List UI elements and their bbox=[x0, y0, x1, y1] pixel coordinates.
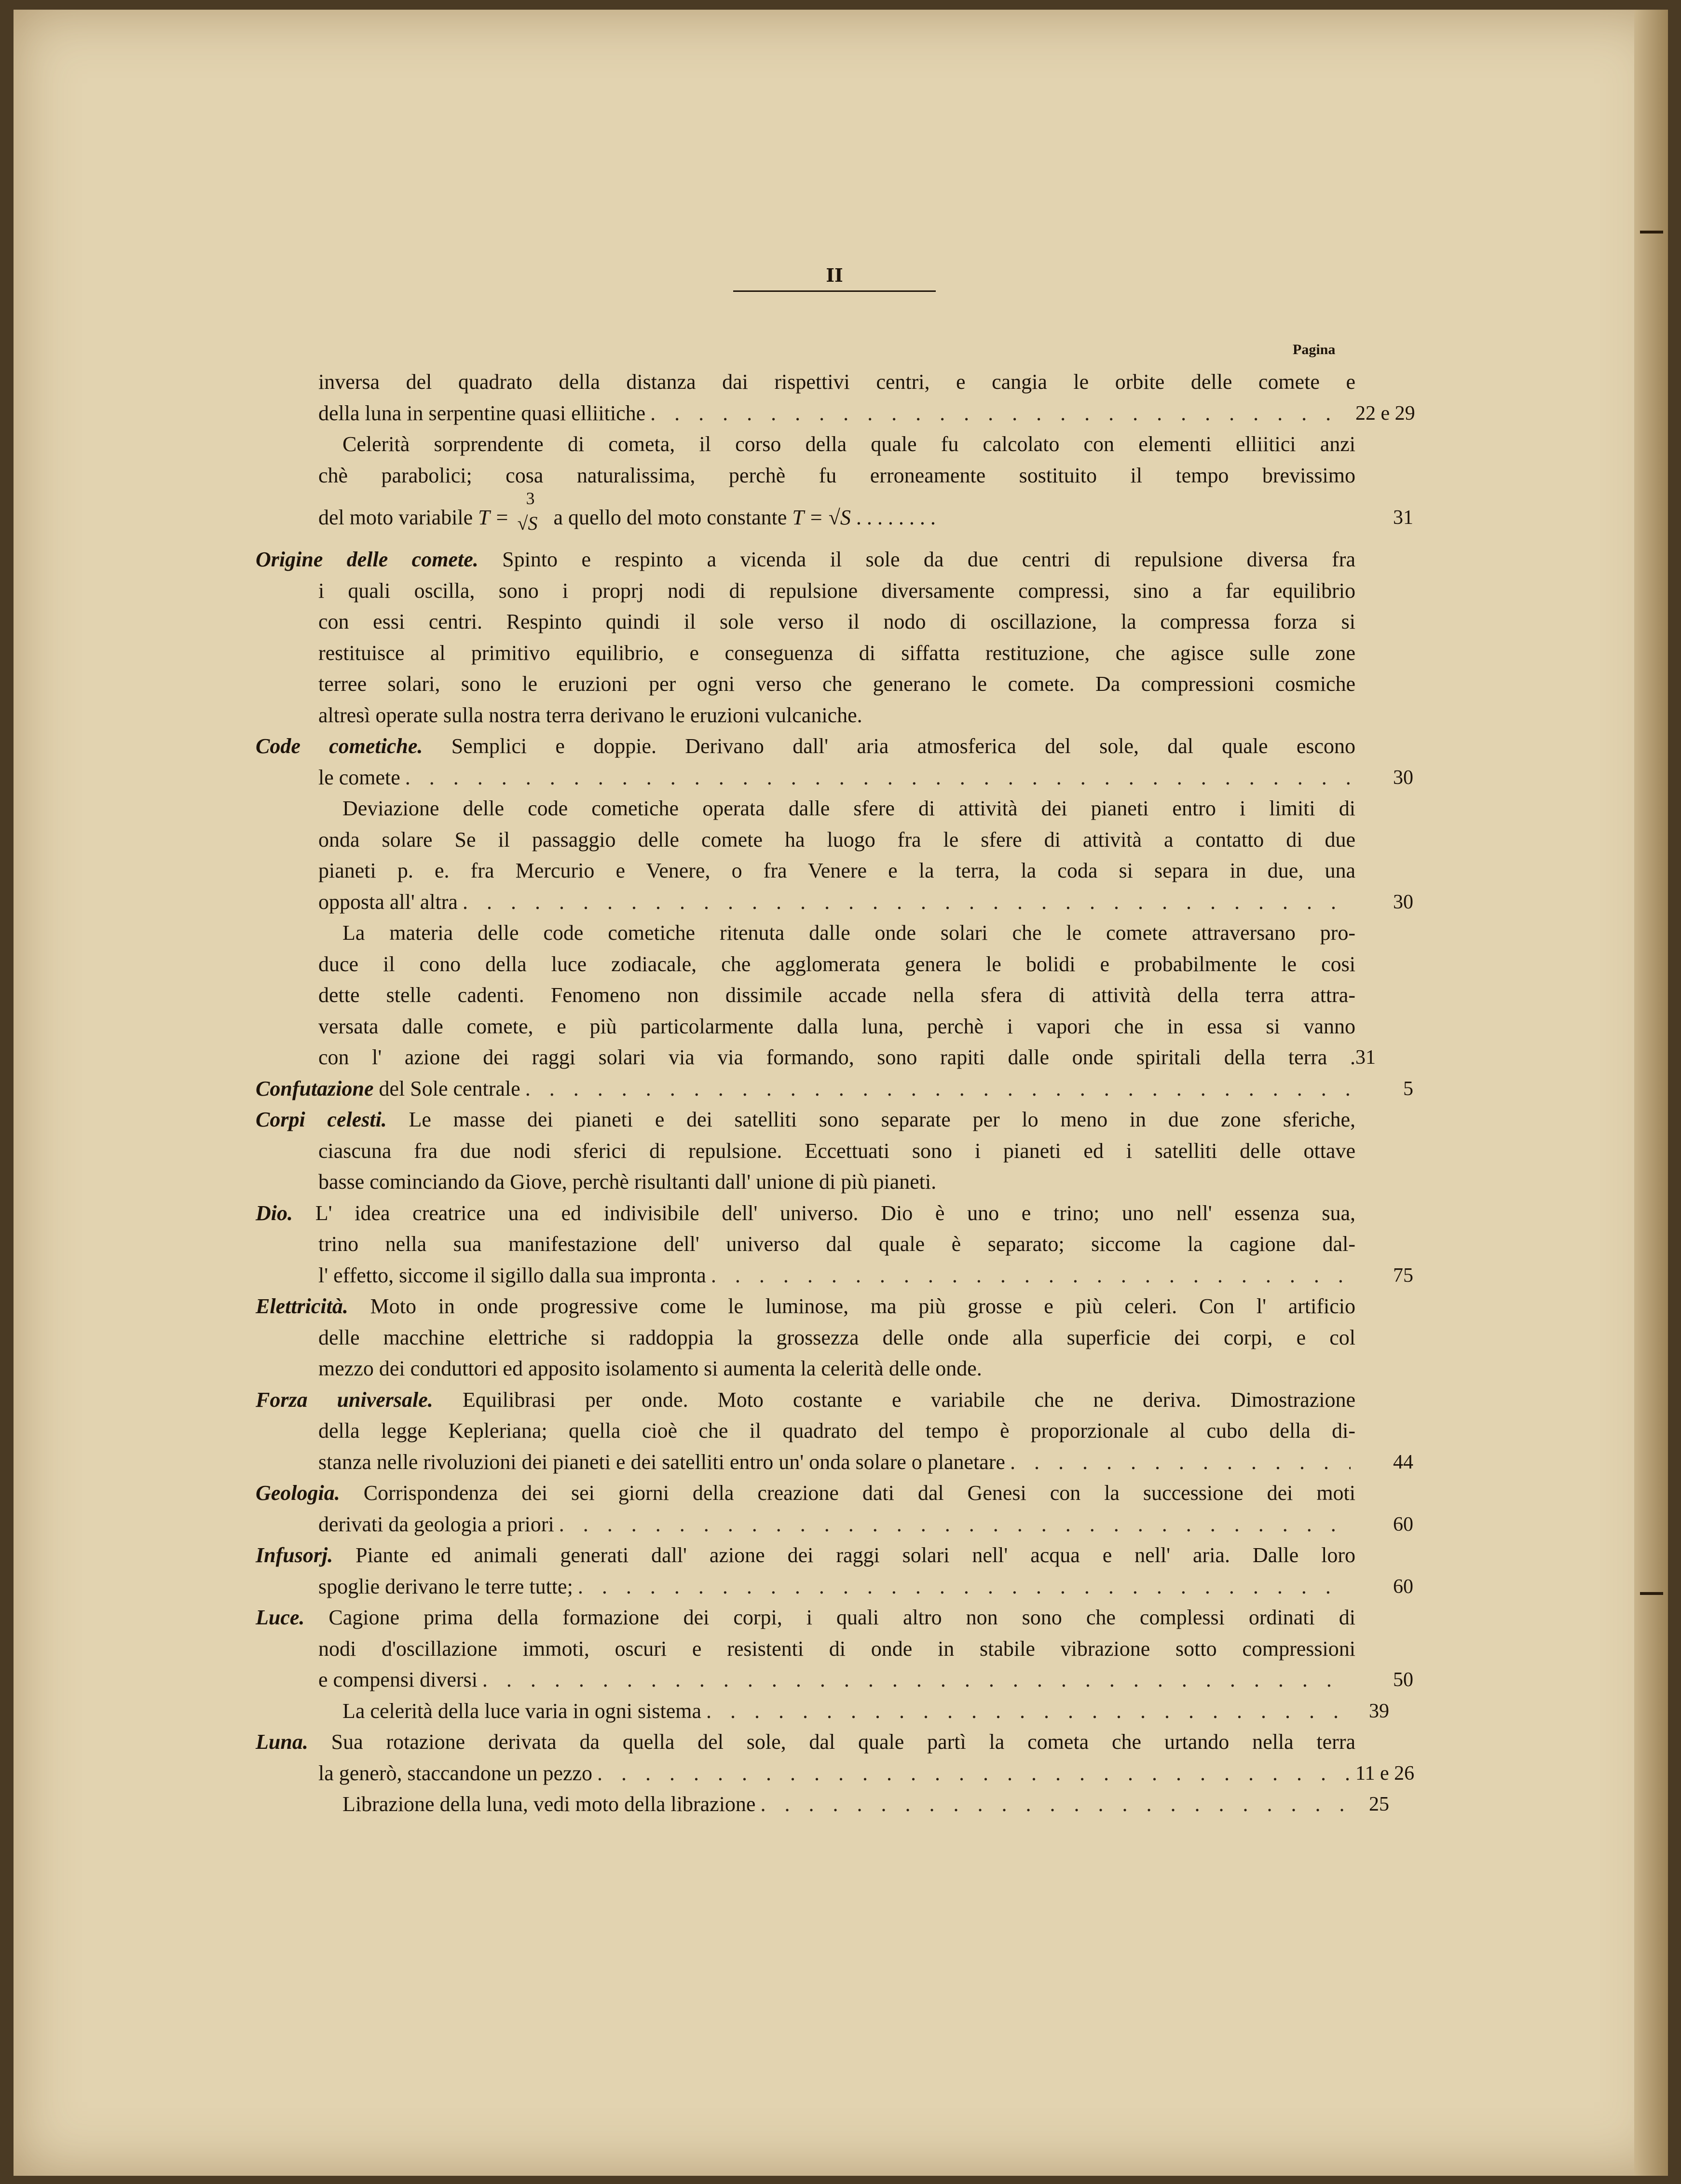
entry-text: della legge Kepleriana; quella cioè che il quadrato del tempo è proporzionale al cubo della di- bbox=[318, 1419, 1355, 1442]
binding-mark bbox=[1640, 1592, 1663, 1595]
index-entry-heading-line bbox=[256, 1602, 1355, 1634]
page-reference: 30 bbox=[1393, 891, 1413, 913]
entry-text: Corrispondenza dei sei giorni della creazione dati dal Genesi con la successione dei moti bbox=[363, 1481, 1356, 1505]
index-entry-line bbox=[318, 1167, 1355, 1198]
index-entry-heading-line bbox=[256, 1385, 1355, 1416]
entry-text: con l' azione dei raggi solari via via formando, sono rapiti dalle onde spiritali della terra . bbox=[318, 1045, 1355, 1069]
page-reference: 22 e 29 bbox=[1355, 402, 1415, 425]
index-entry-heading-line bbox=[256, 731, 1355, 762]
page-reference: 60 bbox=[1393, 1513, 1413, 1536]
index-entry-heading-line bbox=[256, 1291, 1355, 1322]
index-entry-line bbox=[318, 1322, 1355, 1354]
entry-text: onda solare Se il passaggio delle comete ha luogo fra le sfere di attività a contatto di due bbox=[318, 827, 1355, 852]
root-index: 3 bbox=[526, 488, 535, 508]
index-entry-line bbox=[318, 762, 1413, 794]
entry-text-wrap bbox=[318, 1260, 706, 1291]
entry-text: Spinto e respinto a vicenda il sole da due centri di repulsione diversa fra bbox=[502, 548, 1355, 571]
index-entry-heading-line bbox=[256, 1104, 1355, 1136]
entry-text: Piante ed animali generati dall' azione dei raggi solari nell' acqua e nell' aria. Dalle loro bbox=[355, 1543, 1355, 1567]
entry-text: Cagione prima della formazione dei corpi, i quali altro non sono che complessi ordinati di bbox=[328, 1606, 1355, 1629]
index-entry-line bbox=[318, 1260, 1413, 1291]
dot-leader bbox=[597, 1758, 1351, 1789]
index-entry-line bbox=[318, 488, 1413, 544]
formula-text: a quello del moto constante bbox=[553, 506, 787, 529]
entry-text: inversa del quadrato della distanza dai rispettivi centri, e cangia le orbite delle comete e bbox=[318, 370, 1355, 394]
index-entry-line bbox=[318, 638, 1355, 669]
page-reference: 31 bbox=[1393, 507, 1413, 529]
entry-text: terree solari, sono le eruzioni per ogni verso che generano le comete. Da compressioni cosmiche bbox=[318, 672, 1355, 696]
dot-leader bbox=[578, 1571, 1351, 1603]
index-entry-line bbox=[318, 1447, 1413, 1478]
entry-text: trino nella sua manifestazione dell' universo dal quale è separato; siccome la cagione dal- bbox=[318, 1232, 1355, 1256]
binding-mark bbox=[1640, 231, 1663, 234]
entry-text: duce il cono della luce zodiacale, che agglomerata genera le bolidi e probabilmente le cosi bbox=[318, 952, 1355, 976]
page-fold-edge bbox=[1634, 10, 1668, 2176]
formula-rhs: T = √S bbox=[792, 506, 851, 529]
entry-text: Librazione della luna, vedi moto della librazione bbox=[342, 1792, 756, 1816]
entry-text: Deviazione delle code cometiche operata dalle sfere di attività dei pianeti entro i limiti di bbox=[342, 797, 1355, 820]
entry-text-wrap bbox=[318, 1509, 554, 1540]
entry-text: La celerità della luce varia in ogni sistema bbox=[342, 1699, 702, 1723]
entry-text-wrap bbox=[318, 1664, 478, 1696]
index-entry-line bbox=[318, 576, 1355, 607]
entry-text: dette stelle cadenti. Fenomeno non dissimile accade nella sfera di attività della terra attra- bbox=[318, 983, 1355, 1007]
entry-text: con essi centri. Respinto quindi il sole verso il nodo di oscillazione, la compressa forza si bbox=[318, 610, 1355, 633]
entry-text: Celerità sorprendente di cometa, il corso della quale fu calcolato con elementi elliitici anzi bbox=[342, 432, 1355, 456]
entry-heading: Origine delle comete. bbox=[256, 548, 478, 571]
entry-text: opposta all' altra bbox=[318, 890, 458, 914]
entry-text: Sua rotazione derivata da quella del sole, dal quale partì la cometa che urtando nella terra bbox=[331, 1730, 1355, 1754]
index-entry-line bbox=[318, 1415, 1355, 1447]
entry-text: basse cominciando da Giove, perchè risultanti dall' unione di più pianeti. bbox=[318, 1170, 937, 1194]
index-entry-line bbox=[318, 1136, 1355, 1167]
entry-text-wrap bbox=[318, 762, 400, 794]
cube-root-expression bbox=[515, 488, 548, 539]
index-entry-line bbox=[318, 1634, 1355, 1665]
index-entry-line bbox=[318, 1571, 1413, 1603]
entry-text: mezzo dei conduttori ed apposito isolamento si aumenta la celerità delle onde. bbox=[318, 1357, 982, 1380]
entry-text: restituisce al primitivo equilibrio, e conseguenza di siffatta restituzione, che agisce sulle zone bbox=[318, 641, 1355, 665]
index-entry-line bbox=[318, 855, 1355, 887]
index-entry-line bbox=[318, 398, 1415, 429]
entry-text: L' idea creatrice una ed indivisibile dell' universo. Dio è uno e trino; uno nell' essenza sua, bbox=[315, 1201, 1356, 1225]
index-entry-line bbox=[318, 606, 1355, 638]
index-entry-line bbox=[318, 669, 1355, 700]
entry-text: stanza nelle rivoluzioni dei pianeti e dei satelliti entro un' onda solare o planetare bbox=[318, 1450, 1005, 1474]
index-entry-heading-line bbox=[256, 544, 1355, 576]
entry-text-wrap bbox=[318, 1571, 573, 1603]
entry-text: ciascuna fra due nodi sferici di repulsione. Eccettuati sono i pianeti ed i satelliti delle ottave bbox=[318, 1139, 1355, 1163]
page-reference: 31 bbox=[1355, 1046, 1376, 1069]
dot-leader bbox=[1010, 1447, 1351, 1478]
index-entry-line bbox=[318, 700, 1355, 731]
page-column-label: Pagina bbox=[1293, 342, 1336, 357]
entry-text-wrap bbox=[318, 1447, 1005, 1478]
dot-leader bbox=[559, 1509, 1351, 1540]
dot-leader bbox=[405, 762, 1351, 794]
dot-leader bbox=[711, 1260, 1351, 1291]
entry-text: delle macchine elettriche si raddoppia la grossezza delle onde alla superficie dei corpi, e col bbox=[318, 1325, 1355, 1349]
entry-text: Le masse dei pianeti e dei satelliti sono separate per lo meno in due zone sferiche, bbox=[409, 1108, 1355, 1131]
index-entry-heading-line bbox=[256, 1073, 1413, 1105]
index-content bbox=[256, 367, 1415, 1820]
dot-leader bbox=[706, 1696, 1351, 1727]
entry-text: i quali oscilla, sono i proprj nodi di repulsione diversamente compressi, sino a far equilibrio bbox=[318, 578, 1355, 603]
index-entry-line bbox=[318, 949, 1355, 980]
page-reference: 44 bbox=[1393, 1451, 1413, 1473]
entry-text: Semplici e doppie. Derivano dall' aria atmosferica del sole, dal quale escono bbox=[451, 734, 1356, 758]
entry-heading: Luce. bbox=[256, 1606, 305, 1629]
entry-text: nodi d'oscillazione immoti, oscuri e resistenti di onde in stabile vibrazione sotto compressioni bbox=[318, 1636, 1355, 1661]
index-entry-line bbox=[318, 429, 1355, 460]
entry-text: pianeti p. e. fra Mercurio e Venere, o fra Venere e la terra, la coda si separa in due, una bbox=[318, 859, 1355, 882]
page-reference: 60 bbox=[1393, 1575, 1413, 1598]
entry-heading: Corpi celesti. bbox=[256, 1108, 387, 1131]
entry-text: della luna in serpentine quasi elliitiche bbox=[318, 401, 646, 425]
index-entry-line bbox=[318, 918, 1355, 949]
entry-text-wrap bbox=[318, 398, 645, 429]
index-entry-heading-line bbox=[256, 1727, 1355, 1758]
dot-leader bbox=[760, 1789, 1351, 1820]
entry-text: la generò, staccandone un pezzo bbox=[318, 1761, 593, 1785]
dot-leader bbox=[650, 398, 1351, 429]
index-entry-line bbox=[318, 1789, 1389, 1820]
entry-text: versata dalle comete, e più particolarmente dalla luna, perchè i vapori che in essa si vanno bbox=[318, 1014, 1355, 1038]
entry-text-wrap bbox=[342, 1789, 755, 1820]
entry-text-wrap bbox=[256, 1073, 520, 1105]
entry-text-wrap bbox=[318, 1758, 592, 1789]
page-number: II bbox=[826, 264, 843, 286]
page-reference: 75 bbox=[1393, 1264, 1413, 1287]
entry-text: Moto in onde progressive come le luminose, ma più grosse e più celeri. Con l' artificio bbox=[370, 1294, 1355, 1318]
entry-text: l' effetto, siccome il sigillo dalla sua impronta bbox=[318, 1263, 706, 1287]
index-entry-line bbox=[318, 1042, 1376, 1073]
entry-heading: Elettricità. bbox=[256, 1294, 348, 1318]
entry-text: spoglie derivano le terre tutte; bbox=[318, 1574, 573, 1598]
index-entry-line bbox=[318, 1696, 1389, 1727]
index-entry-line bbox=[318, 1758, 1415, 1789]
index-entry-line bbox=[318, 1353, 1355, 1385]
entry-heading: Confutazione bbox=[256, 1076, 374, 1100]
entry-text: La materia delle code cometiche ritenuta dalle onde solari che le comete attraversano pro- bbox=[342, 921, 1355, 945]
formula-lhs: T = bbox=[478, 506, 509, 529]
entry-text-wrap bbox=[318, 887, 458, 918]
formula-text: del moto variabile bbox=[318, 506, 473, 529]
page-reference: 39 bbox=[1369, 1700, 1389, 1722]
index-entry-line bbox=[318, 980, 1355, 1011]
page-reference: 5 bbox=[1403, 1077, 1413, 1100]
dot-leader bbox=[525, 1073, 1351, 1105]
index-entry-heading-line bbox=[256, 1540, 1355, 1571]
dot-leader bbox=[463, 887, 1351, 918]
index-entry-line bbox=[318, 793, 1355, 824]
root-body: √S bbox=[517, 512, 538, 534]
entry-heading: Infusorj. bbox=[256, 1543, 333, 1567]
index-entry-line bbox=[318, 887, 1413, 918]
entry-heading: Geologia. bbox=[256, 1481, 340, 1505]
index-entry-line bbox=[318, 1229, 1355, 1260]
dot-leader: . . . . . . . . bbox=[850, 506, 936, 529]
entry-text: le comete bbox=[318, 765, 400, 789]
index-entry-line bbox=[318, 1664, 1413, 1696]
entry-heading: Code cometiche. bbox=[256, 734, 423, 758]
index-entry-line bbox=[318, 1011, 1355, 1043]
entry-text-wrap bbox=[342, 1696, 701, 1727]
page-reference: 25 bbox=[1369, 1793, 1389, 1815]
entry-text: altresì operate sulla nostra terra derivano le eruzioni vulcaniche. bbox=[318, 703, 862, 727]
entry-text: derivati da geologia a priori bbox=[318, 1512, 554, 1536]
entry-heading: Dio. bbox=[256, 1201, 293, 1225]
page-header bbox=[733, 264, 936, 292]
entry-text: e compensi diversi bbox=[318, 1668, 478, 1691]
page-reference: 50 bbox=[1393, 1669, 1413, 1691]
dot-leader bbox=[482, 1664, 1351, 1696]
index-entry-line bbox=[318, 824, 1355, 856]
index-entry-line bbox=[318, 460, 1355, 492]
index-entry-heading-line bbox=[256, 1478, 1355, 1509]
index-entry-line bbox=[318, 367, 1355, 398]
entry-text: Equilibrasi per onde. Moto costante e variabile che ne deriva. Dimostrazione bbox=[462, 1387, 1355, 1412]
page-reference: 30 bbox=[1393, 766, 1413, 789]
index-entry-line bbox=[318, 1509, 1413, 1540]
entry-heading: Forza universale. bbox=[256, 1387, 433, 1412]
entry-text: chè parabolici; cosa naturalissima, perchè fu erroneamente sostituito il tempo brevissimo bbox=[318, 463, 1355, 487]
page-reference: 11 e 26 bbox=[1355, 1762, 1415, 1785]
entry-heading: Luna. bbox=[256, 1730, 308, 1754]
entry-text: del Sole centrale bbox=[379, 1076, 520, 1100]
index-entry-heading-line bbox=[256, 1198, 1355, 1229]
header-rule bbox=[733, 290, 936, 292]
